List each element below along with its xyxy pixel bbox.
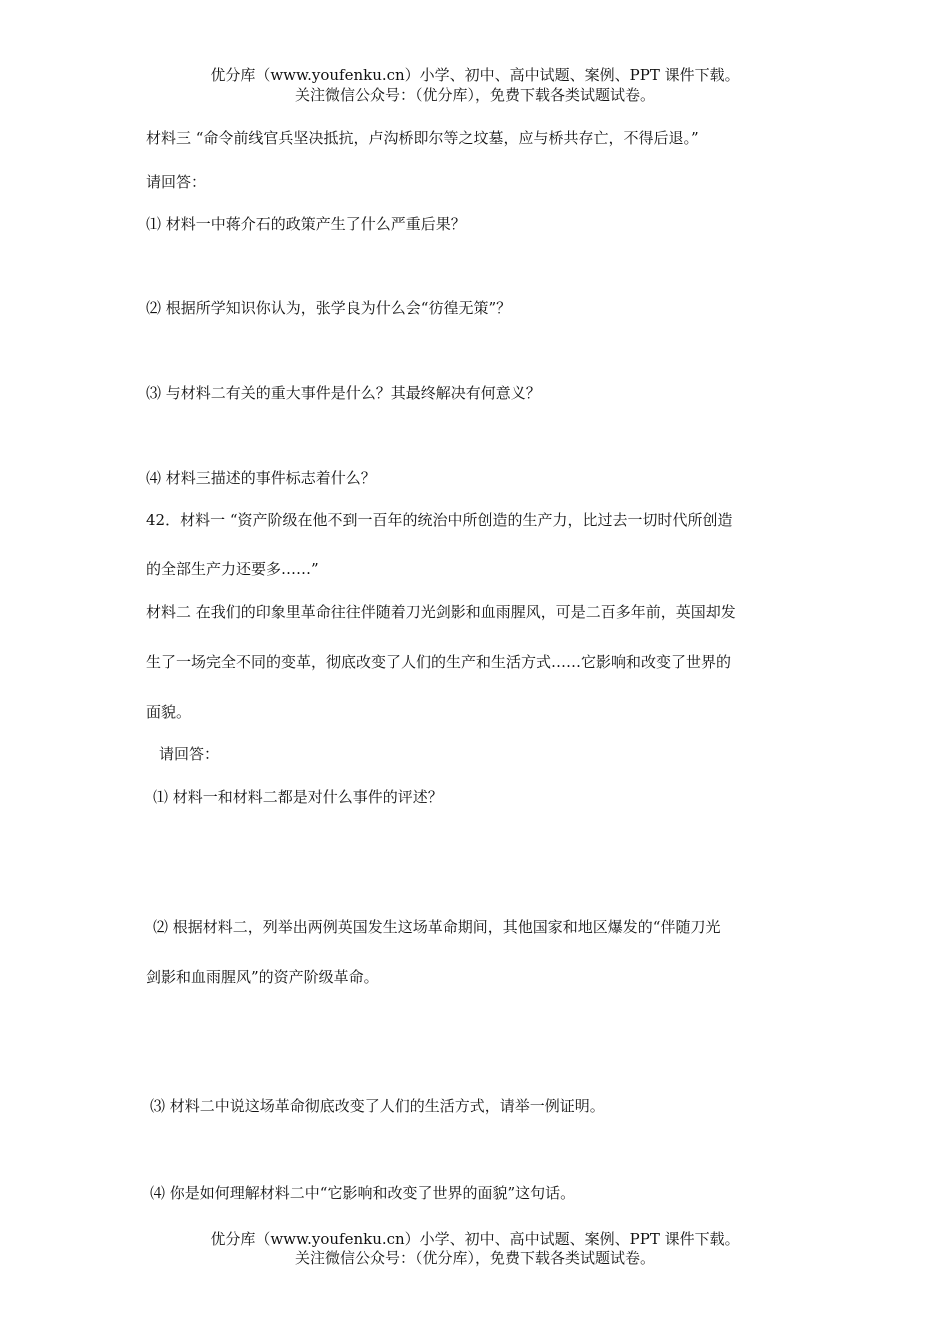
header-line-1: 优分库（www.youfenku.cn）小学、初中、高中试题、案例、PPT 课件下载。 [210, 66, 740, 84]
q42-material-1-line-1: 42．材料一 “资产阶级在他不到一百年的统治中所创造的生产力，比过去一切时代所创造 [146, 511, 733, 529]
q42-material-1-line-2: 的全部生产力还要多……” [146, 560, 319, 578]
q41-sub-1: ⑴ 材料一中蒋介石的政策产生了什么严重后果？ [146, 215, 466, 233]
q42-sub-1: ⑴ 材料一和材料二都是对什么事件的评述？ [153, 788, 443, 806]
q41-sub-3: ⑶ 与材料二有关的重大事件是什么？其最终解决有何意义？ [146, 384, 541, 402]
q41-sub-4: ⑷ 材料三描述的事件标志着什么？ [146, 469, 376, 487]
q42-sub-3: ⑶ 材料二中说这场革命彻底改变了人们的生活方式，请举一例证明。 [150, 1097, 605, 1115]
q42-sub-2-line-2: 剑影和血雨腥风”的资产阶级革命。 [146, 968, 379, 986]
q41-prompt: 请回答： [146, 173, 207, 191]
q41-sub-2: ⑵ 根据所学知识你认为，张学良为什么会“彷徨无策”？ [146, 299, 512, 317]
q42-prompt: 请回答： [159, 745, 220, 763]
footer-line-1: 优分库（www.youfenku.cn）小学、初中、高中试题、案例、PPT 课件下载。 [210, 1230, 740, 1248]
header-line-2: 关注微信公众号：（优分库），免费下载各类试题试卷。 [294, 86, 655, 104]
q42-material-2-line-1: 材料二 在我们的印象里革命往往伴随着刀光剑影和血雨腥风，可是二百多年前，英国却发 [146, 603, 736, 621]
footer-line-2: 关注微信公众号：（优分库），免费下载各类试题试卷。 [294, 1249, 655, 1267]
q42-sub-4: ⑷ 你是如何理解材料二中“它影响和改变了世界的面貌”这句话。 [150, 1184, 576, 1202]
q41-material-3: 材料三 “命令前线官兵坚决抵抗，卢沟桥即尔等之坟墓，应与桥共存亡，不得后退。” [146, 129, 699, 147]
q42-material-2-line-3: 面貌。 [146, 703, 192, 721]
q42-sub-2-line-1: ⑵ 根据材料二，列举出两例英国发生这场革命期间，其他国家和地区爆发的“伴随刀光 [153, 918, 721, 936]
q42-material-2-line-2: 生了一场完全不同的变革，彻底改变了人们的生产和生活方式……它影响和改变了世界的 [146, 653, 732, 671]
